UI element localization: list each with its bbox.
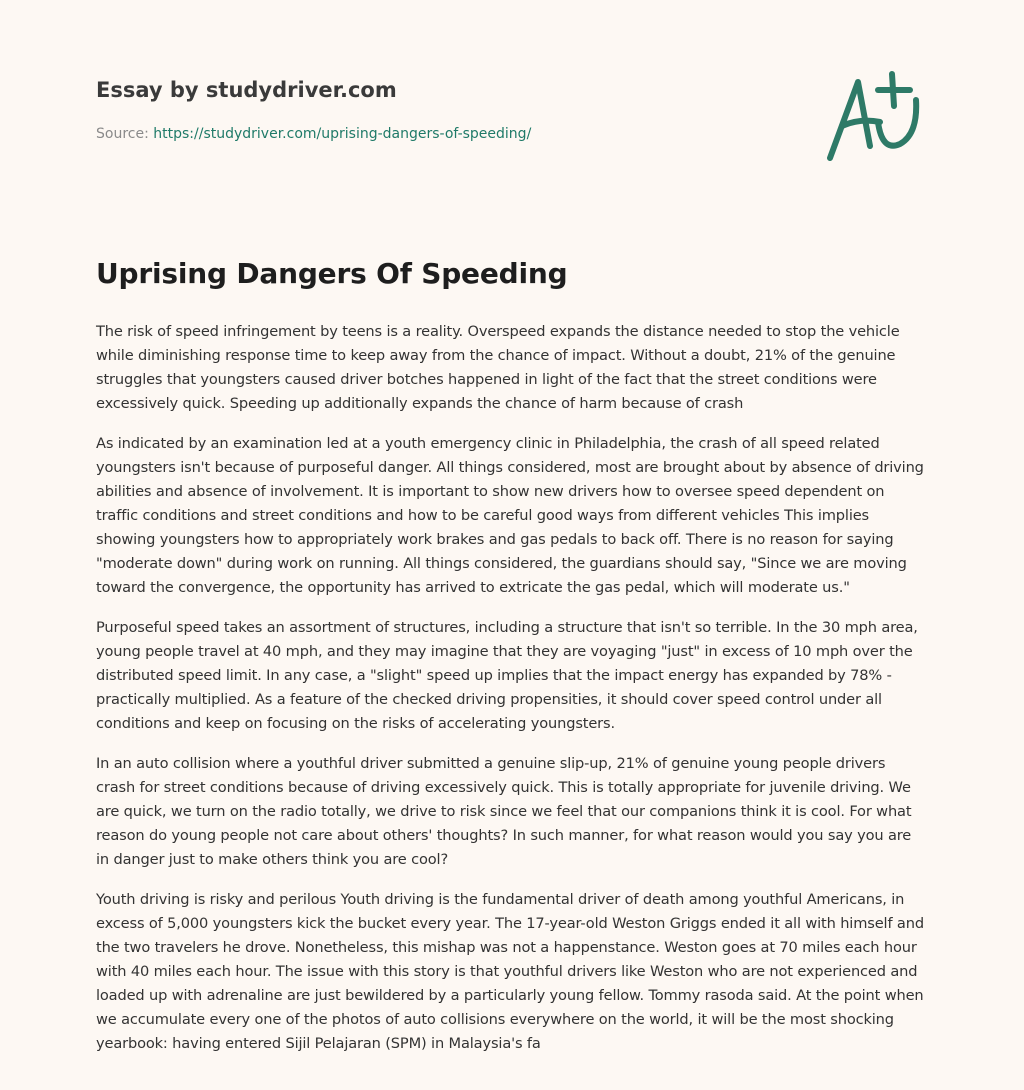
paragraph-5: Youth driving is risky and perilous Youth driving is the fundamental driver of death among youthful Americans, in excess of 5,000 youngsters kick the bucket every year. The 17-year-old Weston Griggs ended it all with himself and the two travelers he drove. Nonetheless, this mishap was not a happenstance. Weston goes at 70 miles each hour with 40 miles each hour. The issue with this story is that youthful drivers like Weston who are not experienced and loaded up with adrenaline are just bewildered by a particularly young fellow. Tommy rasoda said. At the point when we accumulate every one of the photos of auto collisions everywhere on the world, it will be the most shocking yearbook: having entered Sijil Pelajaran (SPM) in Malaysia's fa bbox=[96, 891, 924, 1052]
source-line bbox=[96, 124, 796, 144]
article-title: Uprising Dangers Of Speeding bbox=[96, 257, 568, 290]
site-title: Essay by studydriver.com bbox=[96, 78, 397, 102]
paragraph-1: The risk of speed infringement by teens is a reality. Overspeed expands the distance needed to stop the vehicle while diminishing response time to keep away from the chance of impact. Without a doubt, 21% of the genuine struggles that youngsters caused driver botches happened in light of the fact that the street conditions were excessively quick. Speeding up additionally expands the chance of harm because of crash bbox=[96, 323, 900, 412]
page-header bbox=[96, 76, 796, 144]
essay-article bbox=[96, 254, 928, 1072]
paragraph-3: Purposeful speed takes an assortment of structures, including a structure that isn't so terrible. In the 30 mph area, young people travel at 40 mph, and they may imagine that they are voyaging "just" in excess of 10 mph over the distributed speed limit. In any case, a "slight" speed up implies that the impact energy has expanded by 78% - practically multiplied. As a feature of the checked driving propensities, it should cover speed control under all conditions and keep on focusing on the risks of accelerating youngsters. bbox=[96, 619, 918, 732]
source-label: Source: bbox=[96, 126, 154, 142]
source-link[interactable]: https://studydriver.com/uprising-dangers-of-speeding/ bbox=[153, 126, 532, 142]
paragraph-4: In an auto collision where a youthful driver submitted a genuine slip-up, 21% of genuine young people drivers crash for street conditions because of driving excessively quick. This is totally appropriate for juvenile driving. We are quick, we turn on the radio totally, we drive to risk since we feel that our companions think it is cool. For what reason do young people not care about others' thoughts? In such manner, for what reason would you say you are in danger just to make others think you are cool? bbox=[96, 755, 912, 868]
a-plus-logo-icon bbox=[818, 66, 928, 166]
paragraph-2: As indicated by an examination led at a youth emergency clinic in Philadelphia, the crash of all speed related youngsters isn't because of purposeful danger. All things considered, most are brought about by absence of driving abilities and absence of involvement. It is important to show new drivers how to oversee speed dependent on traffic conditions and street conditions and how to be careful good ways from different vehicles This implies showing youngsters how to appropriately work brakes and gas pedals to back off. There is no reason for saying "moderate down" during work on running. All things considered, the guardians should say, "Since we are moving toward the convergence, the opportunity has arrived to extricate the gas pedal, which will moderate us." bbox=[96, 435, 924, 596]
